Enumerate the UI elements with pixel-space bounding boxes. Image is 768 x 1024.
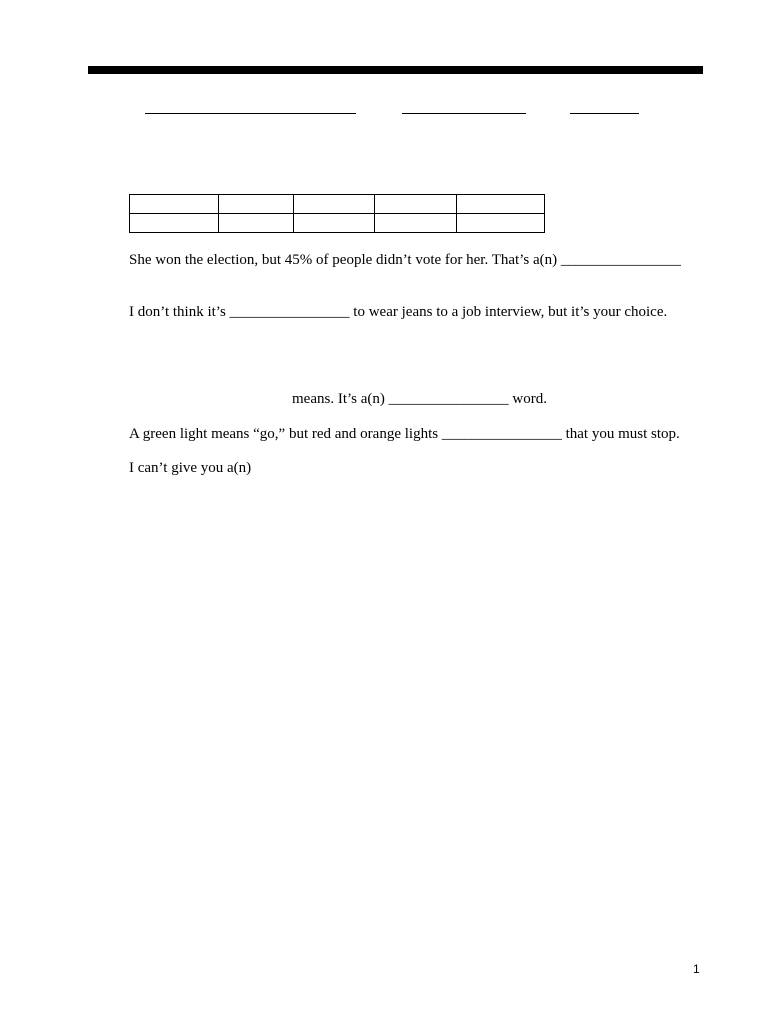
table-cell	[375, 214, 457, 233]
sentence-4: A green light means “go,” but red and orange lights ________________ that you must stop.	[129, 426, 680, 442]
table-cell	[130, 214, 219, 233]
table-cell	[294, 214, 375, 233]
page-number: 1	[693, 962, 700, 976]
table-row	[130, 195, 545, 214]
class-blank-line	[402, 113, 526, 114]
table-row	[130, 214, 545, 233]
table-cell	[219, 195, 294, 214]
sentence-5: I can’t give you a(n)	[129, 460, 252, 476]
table-cell	[457, 195, 545, 214]
sentence-2: I don’t think it’s ________________ to wear jeans to a job interview, but it’s your choice.	[129, 304, 668, 320]
table-cell	[457, 214, 545, 233]
header-rule	[88, 66, 703, 74]
table-cell	[130, 195, 219, 214]
date-blank-line	[570, 113, 639, 114]
name-blank-line	[145, 113, 356, 114]
word-bank-table	[129, 194, 545, 233]
table-cell	[375, 195, 457, 214]
sentence-3: means. It’s a(n) ________________ word.	[292, 391, 547, 407]
table-cell	[219, 214, 294, 233]
table-cell	[294, 195, 375, 214]
sentence-1: She won the election, but 45% of people didn’t vote for her. That’s a(n) ________________	[129, 252, 681, 268]
